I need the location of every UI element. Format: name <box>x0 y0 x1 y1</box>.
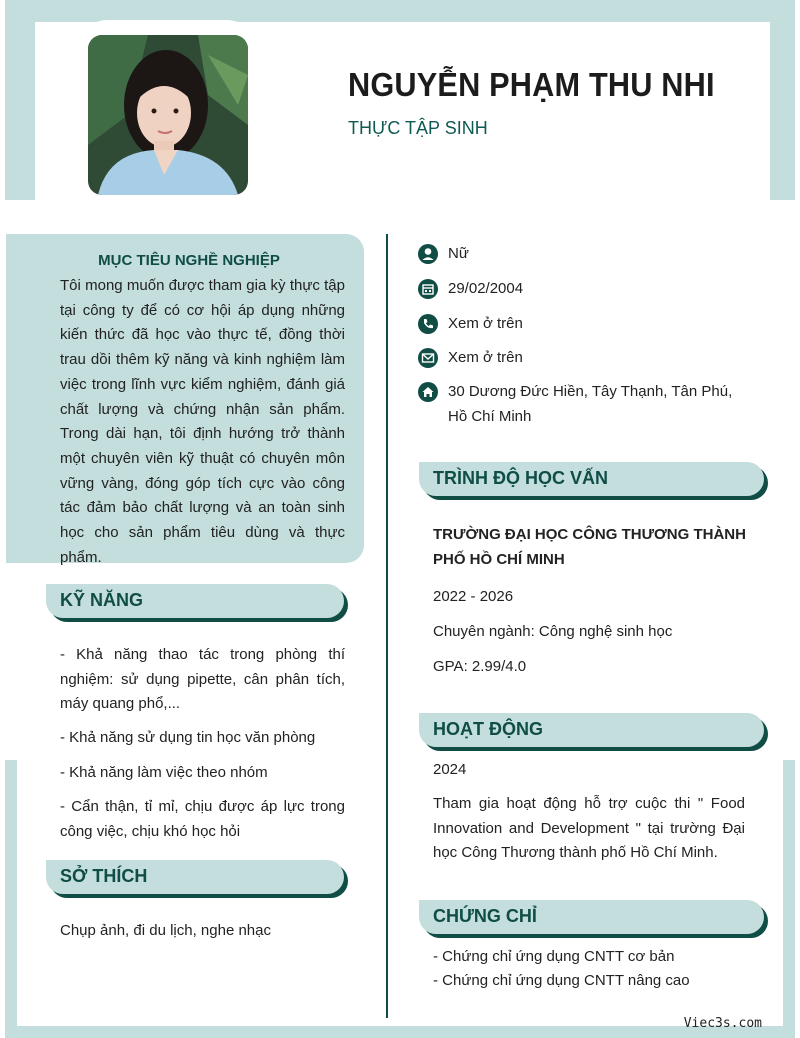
skill-item: - Khả năng thao tác trong phòng thí nghiệm: sử dụng pipette, cân phân tích, máy quang phổ,... <box>60 646 345 712</box>
activities-heading: HOẠT ĐỘNG <box>433 719 543 739</box>
phone-value: Xem ở trên <box>448 315 523 332</box>
address-value: 30 Dương Đức Hiền, Tây Thạnh, Tân Phú, Hồ Chí Minh <box>448 383 733 425</box>
gender-value: Nữ <box>448 245 469 262</box>
objective-text: Tôi mong muốn được tham gia kỳ thực tập tại công ty để có cơ hội áp dụng những kiến thức đã học vào thực tế, đồng thời trau dồi thêm kỹ năng và kinh nghiệm làm việc trong lĩnh vực kiểm nghiệm, đánh giá chất lượng và chứng nhận sản phẩm. Trong dài hạn, tôi định hướng trở thành một chuyên viên kỹ thuật có chuyên môn vững vàng, đóng góp tích cực vào công tác đảm bảo chất lượng và an toàn sinh học cho sản phẩm tiêu dùng và thực phẩm. <box>60 277 345 566</box>
birthday-value: 29/02/2004 <box>448 280 524 297</box>
home-icon <box>418 382 438 402</box>
candidate-name: NGUYỄN PHẠM THU NHI <box>348 66 715 103</box>
contact-birthday <box>418 279 523 303</box>
education-major: Chuyên ngành: Công nghệ sinh học <box>433 623 673 640</box>
education-heading: TRÌNH ĐỘ HỌC VẤN <box>433 468 608 488</box>
watermark: Viec3s.com <box>683 1016 762 1031</box>
skill-item: - Khả năng làm việc theo nhóm <box>60 764 268 781</box>
activity-text: Tham gia hoạt động hỗ trợ cuộc thi " Food Innovation and Development " tại trường Đại học Công Thương thành phố Hồ Chí Minh. <box>433 795 745 861</box>
phone-icon <box>418 314 438 334</box>
objective-heading: MỤC TIÊU NGHỀ NGHIỆP <box>98 252 280 269</box>
hobbies-heading: SỞ THÍCH <box>60 866 148 886</box>
skills-heading: KỸ NĂNG <box>60 590 144 610</box>
certificates-heading: CHỨNG CHỈ <box>433 906 537 926</box>
certificate-item: - Chứng chỉ ứng dụng CNTT nâng cao <box>433 972 690 989</box>
education-gpa: GPA: 2.99/4.0 <box>433 658 527 675</box>
email-value: Xem ở trên <box>448 349 523 366</box>
contact-phone <box>418 314 523 338</box>
activity-year: 2024 <box>433 761 467 778</box>
certificate-item: - Chứng chỉ ứng dụng CNTT cơ bản <box>433 948 675 965</box>
school-name: TRƯỜNG ĐẠI HỌC CÔNG THƯƠNG THÀNH PHỐ HỒ CHÍ MINH <box>433 526 746 568</box>
user-icon <box>418 244 438 264</box>
education-years: 2022 - 2026 <box>433 588 514 605</box>
contact-gender <box>418 244 469 268</box>
skill-item: - Cẩn thận, tỉ mỉ, chịu được áp lực trong công việc, chịu khó học hỏi <box>60 798 345 840</box>
profile-photo <box>88 35 248 195</box>
job-title: THỰC TẬP SINH <box>348 118 488 138</box>
envelope-icon <box>418 348 438 368</box>
hobbies-text: Chụp ảnh, đi du lịch, nghe nhạc <box>60 922 271 939</box>
column-divider <box>386 234 388 1018</box>
calendar-icon <box>418 279 438 299</box>
contact-email <box>418 348 523 372</box>
contact-address <box>418 382 738 434</box>
skill-item: - Khả năng sử dụng tin học văn phòng <box>60 729 316 746</box>
